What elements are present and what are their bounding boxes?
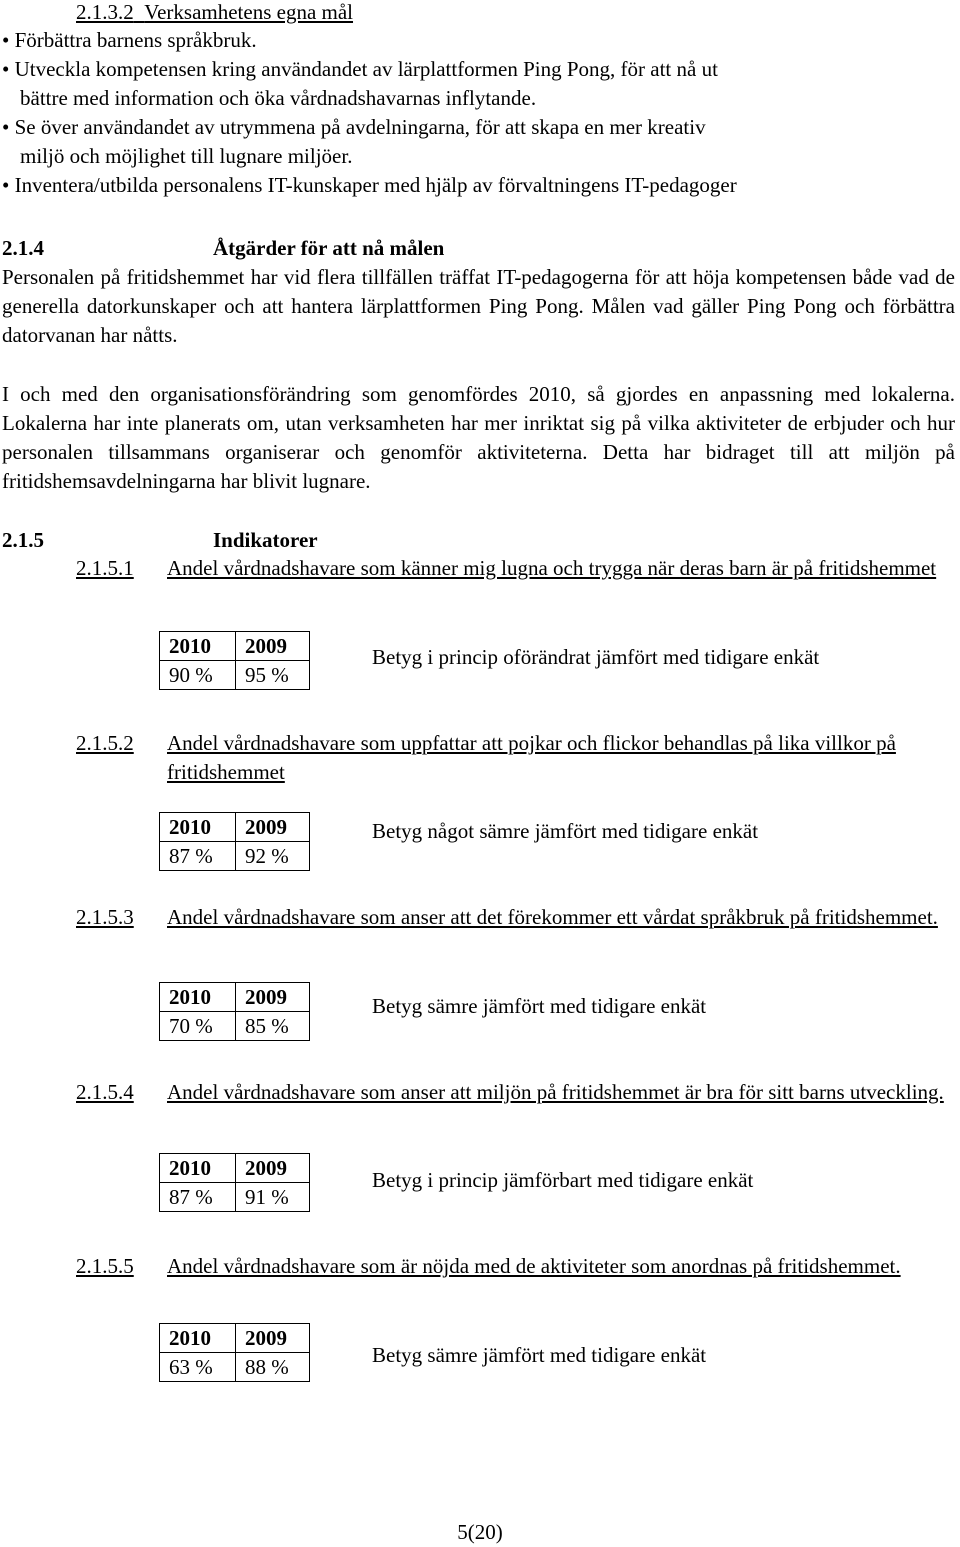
indicator-rating: Betyg något sämre jämfört med tidigare enkät [372, 819, 759, 843]
indicator-number: 2.1.5.4 [76, 1080, 134, 1104]
indicator-values-table [159, 1153, 310, 1212]
value-cell: 87 % [160, 842, 236, 871]
section-number: 2.1.3.2 [76, 0, 134, 24]
indicator-number: 2.1.5.3 [76, 905, 134, 929]
section-number-2-1-5: 2.1.5 [2, 528, 44, 552]
paragraph-reorganisation: I och med den organisationsförändring som genomfördes 2010, så gjordes en anpassning med lokalerna. Lokalerna har inte planerats om, utan verksamheten har mer inriktat sig på vilka aktiviteter de erbjuder och hur personalen tillsammans organiserar och genomför aktiviteterna. Detta har bidraget till att miljön på fritidshemsavdelningarna har blivit lugnare. [2, 382, 955, 493]
year-cell: 2010 [160, 983, 236, 1012]
indicator-number: 2.1.5.5 [76, 1254, 134, 1278]
value-cell: 85 % [236, 1012, 310, 1041]
year-cell: 2009 [236, 1154, 310, 1183]
bullet-text: miljö och möjlighet till lugnare miljöer. [20, 144, 353, 168]
year-cell: 2009 [236, 983, 310, 1012]
bullet-item-3 [2, 115, 706, 139]
section-number-2-1-4: 2.1.4 [2, 236, 44, 260]
value-cell: 87 % [160, 1183, 236, 1212]
table-row [160, 661, 310, 690]
indicator-text: Andel vårdnadshavare som är nöjda med de aktiviteter som anordnas på fritidshemmet. [167, 1254, 901, 1278]
indicator-number: 2.1.5.1 [76, 556, 134, 580]
table-row [160, 1183, 310, 1212]
indicator-text: Andel vårdnadshavare som anser att det förekommer ett vårdat språkbruk på fritidshemmet. [167, 905, 938, 929]
bullet-item-3-cont [20, 144, 352, 168]
bullet-item-2-cont [20, 86, 536, 110]
value-cell: 88 % [236, 1353, 310, 1382]
year-cell: 2009 [236, 632, 310, 661]
year-cell: 2009 [236, 813, 310, 842]
indicator-rating: Betyg i princip jämförbart med tidigare enkät [372, 1168, 754, 1192]
indicator-text: Andel vårdnadshavare som känner mig lugna och trygga när deras barn är på fritidshemmet [167, 556, 937, 580]
bullet-text: • Se över användandet av utrymmena på avdelningarna, för att skapa en mer kreativ [2, 115, 706, 139]
year-cell: 2010 [160, 1154, 236, 1183]
section-title-2-1-5: Indikatorer [213, 528, 318, 552]
table-row [160, 1012, 310, 1041]
section-title-2-1-4: Åtgärder för att nå målen [213, 236, 445, 260]
value-cell: 70 % [160, 1012, 236, 1041]
indicator-number: 2.1.5.2 [76, 731, 134, 755]
table-row [160, 632, 310, 661]
bullet-text: bättre med information och öka vårdnadshavarnas inflytande. [20, 86, 537, 110]
value-cell: 90 % [160, 661, 236, 690]
year-cell: 2010 [160, 1324, 236, 1353]
bullet-item-4 [2, 173, 737, 197]
indicator-values-table [159, 631, 310, 690]
year-cell: 2010 [160, 813, 236, 842]
indicator-values-table [159, 812, 310, 871]
bullet-item-2 [2, 57, 718, 81]
section-title-spacer [134, 0, 145, 24]
bullet-text: • Förbättra barnens språkbruk. [2, 28, 257, 52]
indicator-values-table [159, 982, 310, 1041]
value-cell: 95 % [236, 661, 310, 690]
indicator-rating: Betyg sämre jämfört med tidigare enkät [372, 1343, 707, 1367]
year-cell: 2009 [236, 1324, 310, 1353]
value-cell: 63 % [160, 1353, 236, 1382]
table-row [160, 1154, 310, 1183]
page-number: 5(20) [457, 1520, 503, 1544]
indicator-rating: Betyg i princip oförändrat jämfört med tidigare enkät [372, 645, 820, 669]
section-heading-2-1-3-2 [76, 0, 353, 24]
indicator-text: Andel vårdnadshavare som uppfattar att pojkar och flickor behandlas på lika villkor på fritidshemmet [167, 731, 896, 784]
value-cell: 92 % [236, 842, 310, 871]
table-row [160, 1324, 310, 1353]
bullet-item-1 [2, 28, 257, 52]
table-row [160, 813, 310, 842]
bullet-text: • Utveckla kompetensen kring användandet av lärplattformen Ping Pong, för att nå ut [2, 57, 718, 81]
table-row [160, 1353, 310, 1382]
bullet-text: • Inventera/utbilda personalens IT-kunskaper med hjälp av förvaltningens IT-pedagoger [2, 173, 737, 197]
section-title: Verksamhetens egna mål [144, 0, 354, 24]
indicator-rating: Betyg sämre jämfört med tidigare enkät [372, 994, 707, 1018]
year-cell: 2010 [160, 632, 236, 661]
indicator-values-table [159, 1323, 310, 1382]
value-cell: 91 % [236, 1183, 310, 1212]
table-row [160, 983, 310, 1012]
indicator-text: Andel vårdnadshavare som anser att miljön på fritidshemmet är bra för sitt barns utveckling. [167, 1080, 944, 1104]
paragraph-actions: Personalen på fritidshemmet har vid flera tillfällen träffat IT-pedagogerna för att höja kompetensen både vad de generella datorkunskaper och att hantera lärplattformen Ping Pong. Målen vad gäller Ping Pong och förbättra datorvanan har nåtts. [2, 265, 955, 347]
table-row [160, 842, 310, 871]
